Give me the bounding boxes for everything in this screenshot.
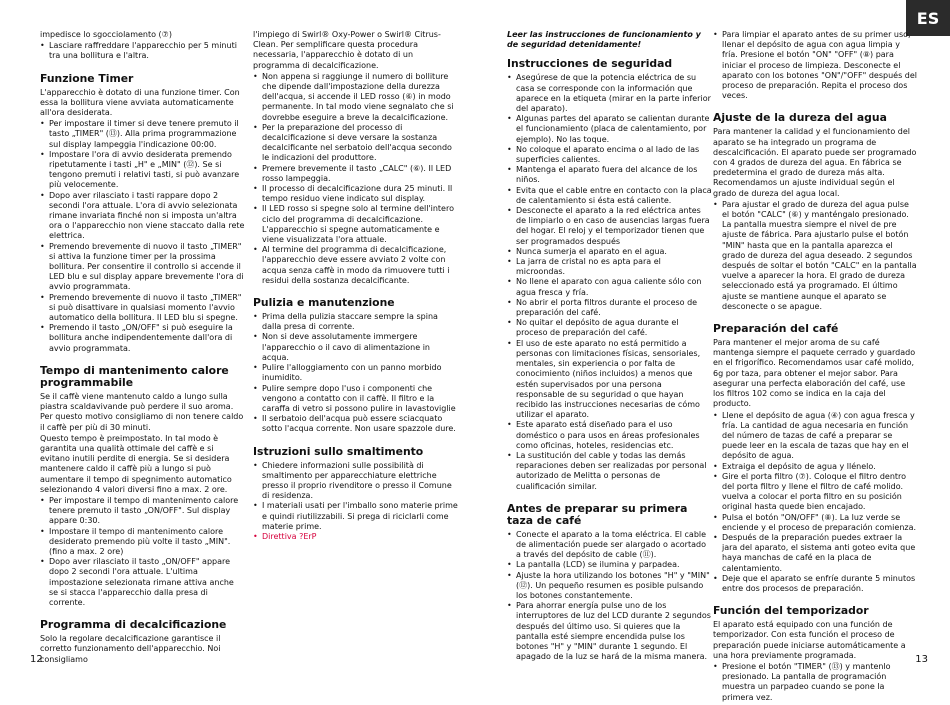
- language-badge: ES: [906, 0, 950, 36]
- list-item: • La pantalla (LCD) se ilumina y parpadea.: [507, 560, 712, 570]
- list-item: • La jarra de cristal no es apta para el microondas.: [507, 257, 712, 277]
- list-item: • Per la preparazione del processo di decalcificazione si deve versare la sostanza decalcificante nel serbatoio dell'acqua secondo le indicazioni del produttore.: [253, 123, 458, 164]
- bullet-list: [40, 119, 245, 354]
- bullet-list: [253, 312, 458, 434]
- list-item: • La sustitución del cable y todas las demás reparaciones deben ser realizadas por personal autorizado de Melitta o personas de cualificación similar.: [507, 451, 712, 492]
- list-item: • Premendo brevemente di nuovo il tasto „TIMER" si può disattivare in qualsiasi momento l'avvio automatico della bollitura. Il LED blu si spegne.: [40, 293, 245, 324]
- paragraph: Solo la regolare decalcificazione garantisce il corretto funzionamento dell'apparecchio. Noi consigliamo: [40, 634, 221, 664]
- paragraph: impedisce lo sgocciolamento (⑦): [40, 30, 172, 39]
- list-item: • Per impostare il tempo di mantenimento calore tenere premuto il tasto „ON/OFF". Sul display appare 0:30.: [40, 496, 245, 527]
- bullet-list: [713, 30, 918, 101]
- list-item: • Premendo brevemente di nuovo il tasto „TIMER" si attiva la funzione timer per la prossima bollitura. Per consentire il controllo si accende il LED blu e sul display appare brevemente l'ora di avvio programmata.: [40, 242, 245, 293]
- bullet-list: [713, 411, 918, 595]
- list-item: • Direttiva ?ErP: [253, 532, 458, 542]
- bullet-list: [507, 530, 712, 663]
- bullet-list: [713, 200, 918, 312]
- paragraph: El aparato está equipado con una función de temporizador. Con esta función el proceso de preparación puede iniciarse automáticamente a una hora previamente programada.: [713, 620, 906, 660]
- section-heading: Instrucciones de seguridad: [507, 57, 673, 71]
- column-4: [713, 30, 918, 705]
- paragraph: Se il caffè viene mantenuto caldo a lungo sulla piastra scaldavivande può perdere il suo aroma. Per questo motivo consigliamo di non tenere caldo il caffè per più di 30 minuti.: [40, 391, 244, 432]
- section-heading: Antes de preparar su primera taza de café: [507, 501, 688, 527]
- left-page: [0, 0, 475, 677]
- paragraph: L'apparecchio è dotato di una funzione timer. Con essa la bollitura viene avviata automaticamente all'ora desiderata.: [40, 87, 240, 118]
- list-item: • Después de la preparación puedes extraer la jara del aparato, el sistema anti goteo evita que haya manchas de café en la placa de calentamiento.: [713, 533, 918, 574]
- list-item: • Ajuste la hora utilizando los botones "H" y "MIN" (⑫). Un pequeño resumen es posible pulsando los botones constantemente.: [507, 571, 712, 602]
- list-item: • Nunca sumerja el aparato en el agua.: [507, 247, 712, 257]
- column-2: [253, 30, 458, 544]
- right-page: [475, 0, 950, 702]
- column-1: [40, 30, 245, 666]
- bullet-list: [507, 73, 712, 491]
- list-item: • Impostare il tempo di mantenimento calore desiderato premendo più volte il tasto „MIN". (fino a max. 2 ore): [40, 527, 245, 558]
- list-item: • Il serbatoio dell'acqua può essere sciacquato sotto l'acqua corrente. Non usare spazzole dure.: [253, 414, 458, 434]
- list-item: • Per impostare il timer si deve tenere premuto il tasto „TIMER" (⑬). Alla prima programmazione sul display lampeggia l'indicazione 00:00.: [40, 119, 245, 150]
- list-item: • Este aparato está diseñado para el uso doméstico o para usos en áreas profesionales como oficinas, hoteles, residencias etc.: [507, 420, 712, 451]
- list-item: • Evita que el cable entre en contacto con la placa de calentamiento si ésta está caliente.: [507, 186, 712, 206]
- paragraph: l'impiego di Swirl® Oxy-Power o Swirl® Citrus-Clean. Per semplificare questa procedura necessaria, l'apparecchio è dotato di un programma di decalcificazione.: [253, 30, 441, 70]
- list-item: • Para limpiar el aparato antes de su primer uso, llenar el depósito de agua con agua limpia y fría. Presione el botón "ON" "OFF" (⑧) para iniciar el proceso de limpieza. Desconecte el aparato con los botones "ON"/"OFF" después del proceso de preparación. Repita el proceso dos veces.: [713, 30, 918, 101]
- list-item: • Mantenga el aparato fuera del alcance de los niños.: [507, 165, 712, 185]
- section-heading: Tempo di mantenimento calore programmabile: [40, 363, 229, 389]
- list-item: • Desconecte el aparato a la red eléctrica antes de limpiarlo o en caso de ausencias largas fuera del hogar. El reloj y el temporizador tienen que ser programados después: [507, 206, 712, 247]
- list-item: • Prima della pulizia staccare sempre la spina dalla presa di corrente.: [253, 312, 458, 332]
- list-item: • Algunas partes del aparato se calientan durante el funcionamiento (placa de calentamiento, por ejemplo). No las toque.: [507, 114, 712, 145]
- section-heading: Ajuste de la dureza del agua: [713, 111, 887, 125]
- list-item: • Il LED rosso si spegne solo al termine dell'intero ciclo del programma di decalcificazione. L'apparecchio si spegne automaticamente e viene visualizzata l'ora attuale.: [253, 204, 458, 245]
- bullet-list: [40, 496, 245, 608]
- list-item: • Presione el botón "TIMER" (⑬) y mantenlo presionado. La pantalla de programación muestra un parpadeo cuando se pone la primera vez.: [713, 662, 918, 703]
- section-heading: Istruzioni sullo smaltimento: [253, 444, 424, 458]
- list-item: • Non appena si raggiunge il numero di bolliture che dipende dall'impostazione della durezza dell'acqua, si accende il LED rosso (⑥) in modo permanente. In tal modo viene segnalato che si dovrebbe eseguire a breve la decalcificazione.: [253, 72, 458, 123]
- section-heading: Función del temporizador: [713, 604, 869, 618]
- list-item: • Pulire l'alloggiamento con un panno morbido inumidito.: [253, 363, 458, 383]
- list-item: • No llene el aparato con agua caliente sólo con agua fresca y fría.: [507, 277, 712, 297]
- list-item: • Para ajustar el grado de dureza del agua pulse el botón "CALC" (⑥) y manténgalo presionado. La pantalla muestra siempre el nivel de pre ajuste de fábrica. Para ajustarlo pulse el botón "MIN" hasta que en la pantalla aparezca el grado de dureza del agua deseado. 2 segundos después de soltar el botón "CALC" en la pantalla vuelve a aparecer la hora. El grado de dureza seleccionado está ya programado. El último ajuste se mantiene aunque el aparato se desconecte o se apague.: [713, 200, 918, 312]
- list-item: • Gire el porta filtro (⑦). Coloque el filtro dentro del porta filtro y llene el filtro de café molido. vuelva a colocar el porta filtro en su posición original hasta quede bien encajado.: [713, 472, 918, 513]
- list-item: • No quitar el depósito de agua durante el proceso de preparación del café.: [507, 318, 712, 338]
- list-item: • Non si deve assolutamente immergere l'apparecchio o il cavo di alimentazione in acqua.: [253, 332, 458, 363]
- section-heading: Programma di decalcificazione: [40, 618, 227, 632]
- list-item: • No coloque el aparato encima o al lado de las superficies calientes.: [507, 145, 712, 165]
- list-item: • Llene el depósito de agua (④) con agua fresca y fría. La cantidad de agua necesaria en función del número de tazas de café a preparar se puede leer en la escala de tazas que hay en el depósito de agua.: [713, 411, 918, 462]
- column-3: [507, 30, 712, 664]
- intro-note: Leer las instrucciones de funcionamiento y de seguridad detenidamente!: [507, 30, 701, 50]
- bullet-list: [713, 662, 918, 703]
- list-item: • Il processo di decalcificazione dura 25 minuti. Il tempo residuo viene indicato sul display.: [253, 184, 458, 204]
- paragraph: Para mantener el mejor aroma de su café mantenga siempre el paquete cerrado y guardado en el frigorífico. Recomendamos usar café molido, 6g por taza, para obtener el mejor sabor. Para asegurar una perfecta elaboración del café, use los filtros 102 como se indica en la caja del producto.: [713, 338, 916, 409]
- list-item: • Al termine del programma di decalcificazione, l'apparecchio deve essere avviato 2 volte con acqua senza caffè in modo da rimuovere tutti i residui della sostanza decalcificante.: [253, 245, 458, 286]
- list-item: • Chiedere informazioni sulle possibilità di smaltimento per apparecchiature elettriche presso il proprio rivenditore o presso il Comune di residenza.: [253, 461, 458, 502]
- bullet-list: [253, 461, 458, 543]
- list-item: • I materiali usati per l'imballo sono materie prime e quindi riutilizzabili. Si prega di riciclarli come materie prime.: [253, 501, 458, 532]
- bullet-list: [40, 41, 245, 61]
- page-number-right: 13: [915, 654, 928, 665]
- list-item: • Conecte el aparato a la toma eléctrica. El cable de alimentación puede ser alargado o acortado a través del depósito de cable (⑪).: [507, 530, 712, 561]
- list-item: • Dopo aver rilasciato i tasti rappare dopo 2 secondi l'ora attuale. L'ora di avvio selezionata rimane invariata finché non si imposta un'altra ora o l'apparecchio non viene staccato dalla rete elettrica.: [40, 191, 245, 242]
- section-heading: Pulizia e manutenzione: [253, 296, 395, 310]
- bullet-list: [253, 72, 458, 286]
- list-item: • Lasciare raffreddare l'apparecchio per 5 minuti tra una bollitura e l'altra.: [40, 41, 245, 61]
- list-item: • El uso de este aparato no está permitido a personas con limitaciones físicas, sensoriales, mentales, sin experiencia o por falta de conocimiento (niños incluidos) a menos que estén supervisados por una persona responsable de su seguridad o que hayan recibido las instrucciones necesarias de cómo utilizar el aparato.: [507, 339, 712, 421]
- list-item: • Extraiga el depósito de agua y llénelo.: [713, 462, 918, 472]
- list-item: • No abrir el porta filtros durante el proceso de preparación del café.: [507, 298, 712, 318]
- list-item: • Pulsa el botón "ON/OFF" (⑧). La luz verde se enciende y el proceso de preparación comienza.: [713, 513, 918, 533]
- list-item: • Deje que el aparato se enfríe durante 5 minutos entre dos procesos de preparación.: [713, 574, 918, 594]
- page-number-left: 12: [30, 654, 43, 665]
- list-item: • Asegúrese de que la potencia eléctrica de su casa se corresponde con la información que aparece en la etiqueta (mirar en la parte inferior del aparato).: [507, 73, 712, 114]
- list-item: • Premendo il tasto „ON/OFF" si può eseguire la bollitura anche indipendentemente dall'ora di avvio programmata.: [40, 323, 245, 354]
- list-item: • Premere brevemente il tasto „CALC" (⑥). Il LED rosso lampeggia.: [253, 164, 458, 184]
- paragraph: Questo tempo è preimpostato. In tal modo è garantita una qualità ottimale del caffè e si evitano inutili perdite di energia. Se si desidera mantenere caldo il caffè più a lungo si può aumentare il tempo di spegnimento automatico selezionando 4 valori diversi fino a max. 2 ore.: [40, 433, 232, 494]
- section-heading: Funzione Timer: [40, 71, 134, 85]
- list-item: • Dopo aver rilasciato il tasto „ON/OFF" appare dopo 2 secondi l'ora attuale. L'ultima impostazione selezionata rimane attiva anche se si stacca l'apparecchio dalla presa di corrente.: [40, 557, 245, 608]
- list-item: • Para ahorrar energía pulse uno de los interruptores de luz del LCD durante 2 segundos después del último uso. Si quieres que la pantalla esté siempre encendida pulse los botones "H" y "MIN" durante 1 segundo. El apagado de la luz se hará de la misma manera.: [507, 601, 712, 662]
- paragraph: Para mantener la calidad y el funcionamiento del aparato se ha integrado un programa de descalcificación. El aparato puede ser programado con 4 grados de dureza del agua. En fábrica se predetermina el grado de dureza más alta. Recomendamos un ajuste individual según el grado de dureza del agua local.: [713, 127, 917, 198]
- list-item: • Impostare l'ora di avvio desiderata premendo ripetutamente i tasti „H" e „MIN" (⑫). Se si tengono premuti i relativi tasti, si può avanzare più velocemente.: [40, 150, 245, 191]
- section-heading: Preparación del café: [713, 322, 839, 336]
- list-item: • Pulire sempre dopo l'uso i componenti che vengono a contatto con il caffè. Il filtro e la caraffa di vetro si possono pulire in lavastoviglie: [253, 384, 458, 415]
